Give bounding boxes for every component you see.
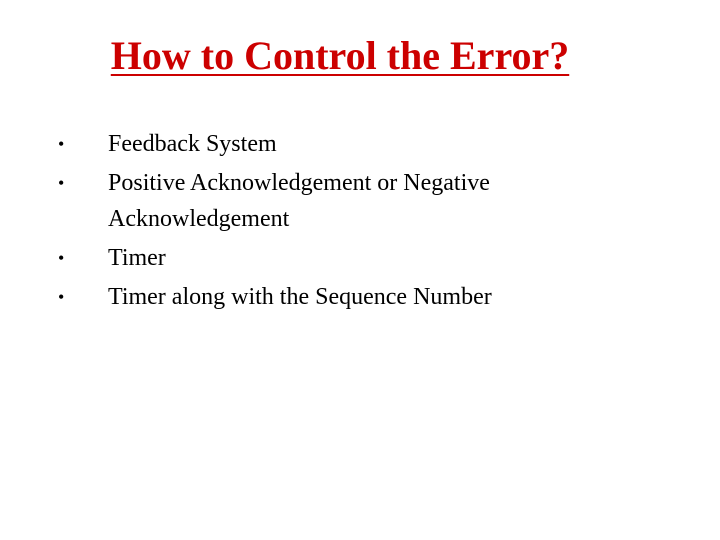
bullet-text: Positive Acknowledgement or Negative Acknowledgement <box>108 170 490 232</box>
bullet-item <box>0 279 578 315</box>
bullet-icon: • <box>58 173 65 193</box>
bullet-icon: • <box>58 248 65 268</box>
bullet-icon: • <box>58 287 65 307</box>
bullet-item <box>0 240 578 276</box>
bullet-text: Timer <box>108 245 166 271</box>
bullet-text: Timer along with the Sequence Number <box>108 284 492 310</box>
bullet-icon: • <box>58 134 65 154</box>
bullet-text: Feedback System <box>108 131 277 157</box>
slide-title: How to Control the Error? <box>110 33 570 78</box>
bullet-item <box>0 165 578 237</box>
bullet-list <box>0 126 720 318</box>
bullet-item <box>0 126 578 162</box>
